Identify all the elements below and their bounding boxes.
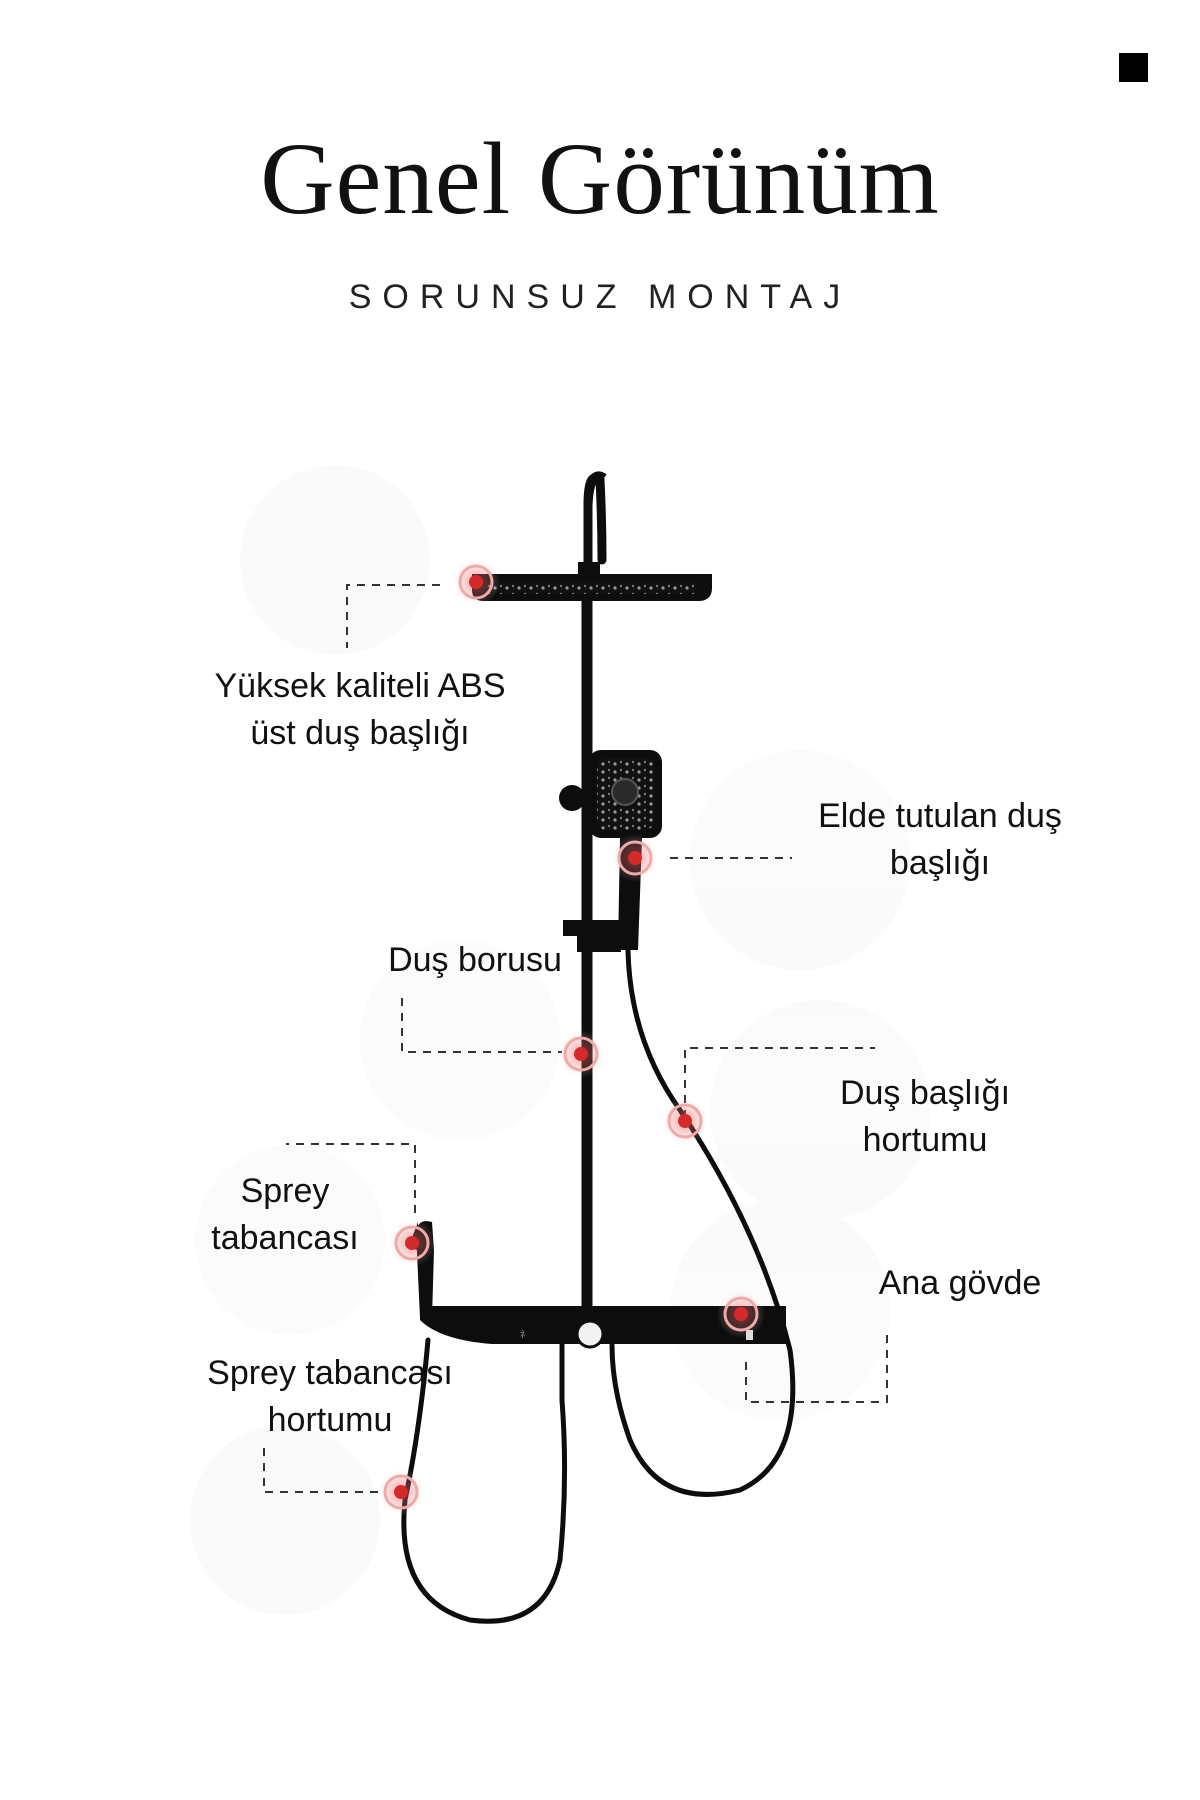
hotspot-main-body	[717, 1290, 765, 1338]
hotspot-top-shower-head	[452, 558, 500, 606]
top-shower-head	[472, 574, 712, 601]
label-spray-gun-hose: Sprey tabancası hortumu	[207, 1354, 453, 1439]
svg-text:ﾈ: ﾈ	[520, 1330, 525, 1341]
label-spray-gun: Sprey tabancası	[211, 1172, 359, 1257]
label-top-shower-head: Yüksek kaliteli ABS üst duş başlığı	[214, 667, 506, 752]
label-main-body: Ana gövde	[878, 1264, 1042, 1302]
hotspot-shower-pipe	[557, 1030, 605, 1078]
hotspot-shower-hose	[661, 1097, 709, 1145]
hotspot-spray-gun	[388, 1219, 436, 1267]
hotspot-spray-gun-hose	[377, 1468, 425, 1516]
shower-system	[578, 476, 604, 1320]
hotspot-hand-shower	[611, 834, 659, 882]
label-shower-pipe: Duş borusu	[388, 941, 562, 979]
page-subtitle: SORUNSUZ MONTAJ	[348, 278, 852, 316]
label-shower-hose: Duş başlığı hortumu	[839, 1074, 1011, 1159]
page-title: Genel Görünüm	[260, 122, 940, 236]
label-hand-shower: Elde tutulan duş başlığı	[818, 797, 1062, 882]
